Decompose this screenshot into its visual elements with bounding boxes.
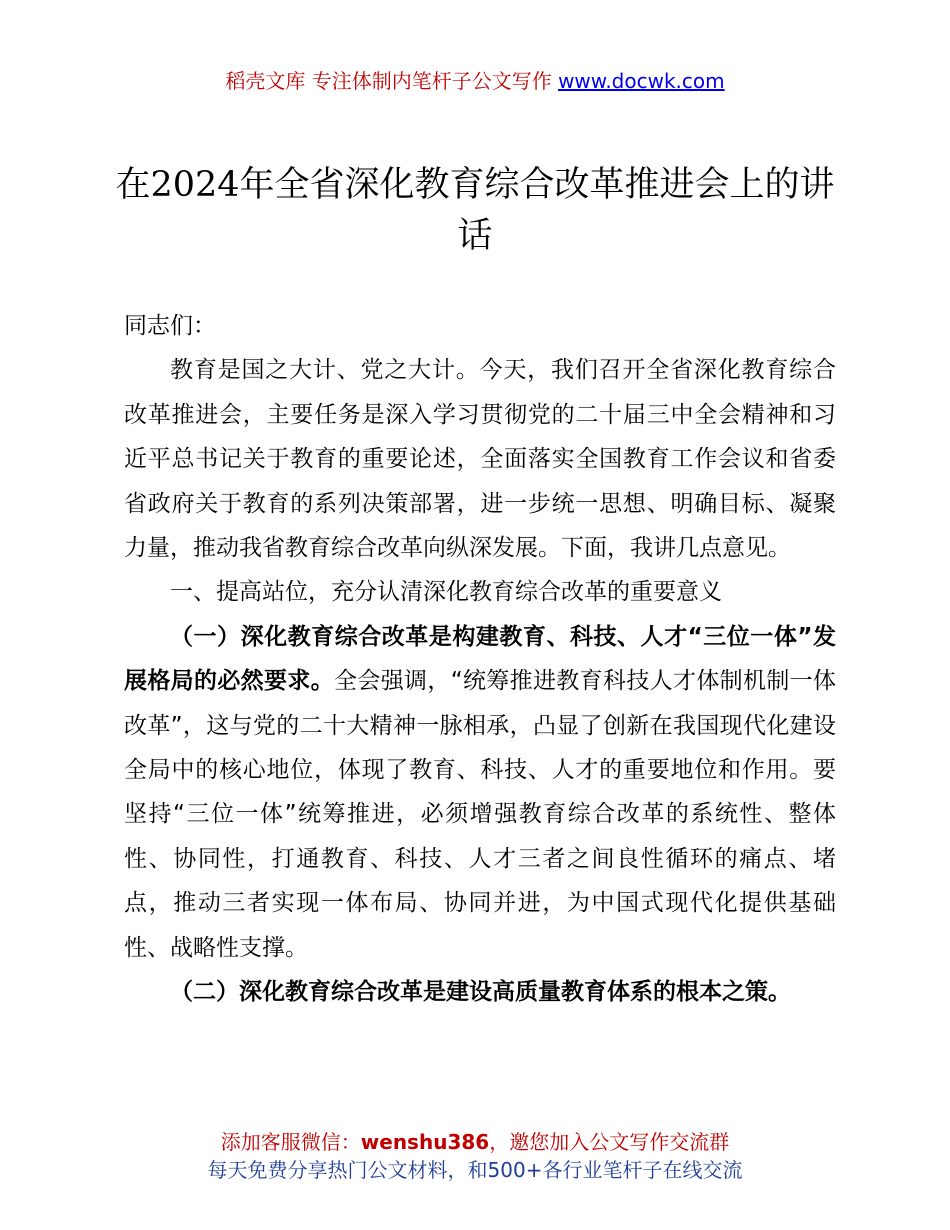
point-heading: （二）深化教育综合改革是建设高质量教育体系的根本之策。 [170, 979, 791, 1006]
wechat-id: wenshu386 [360, 1130, 490, 1154]
intro-paragraph: 教育是国之大计、党之大计。今天，我们召开全省深化教育综合改革推进会，主要任务是深入学习贯彻党的二十届三中全会精神和习近平总书记关于教育的重要论述，全面落实全国教育工作会议和省委省政府关于教育的系列决策部署，进一步统一思想、明确目标、凝聚力量，推动我省教育综合改革向纵深发展。下面，我讲几点意见。 [124, 357, 836, 562]
footer-wechat-prefix: 添加客服微信： [220, 1130, 361, 1154]
document-body [124, 304, 836, 1015]
site-slogan: 稻壳文库 专注体制内笔杆子公文写作 [225, 69, 552, 93]
point-heading: （一）深化教育综合改革是构建教育、科技、人才“三位一体”发展格局的必然要求。 [124, 623, 836, 695]
salutation: 同志们： [124, 313, 216, 339]
point-paragraph [124, 970, 836, 1014]
section-heading: 一、提高站位，充分认清深化教育综合改革的重要意义 [170, 579, 722, 606]
footer-promo [0, 1128, 950, 1184]
site-link[interactable]: www.docwk.com [558, 69, 725, 93]
footer-share-line: 每天免费分享热门公文材料，和500+各行业笔杆子在线交流 [207, 1158, 743, 1182]
footer-wechat-line [0, 1128, 950, 1156]
header-banner [0, 66, 950, 96]
point-text: 全会强调，“统筹推进教育科技人才体制机制一体改革”，这与党的二十大精神一脉相承，凸显了创新在我国现代化建设全局中的核心地位，体现了教育、科技、人才的重要地位和作用。要坚持“三位一体”统筹推进，必须增强教育综合改革的系统性、整体性、协同性，打通教育、科技、人才三者之间良性循环的痛点、堵点，推动三者实现一体布局、协同并进，为中国式现代化提供基础性、战略性支撑。 [124, 668, 837, 961]
document-title: 在2024年全省深化教育综合改革推进会上的讲话 [115, 165, 835, 256]
point-paragraph [124, 615, 836, 970]
footer-wechat-suffix: ，邀您加入公文写作交流群 [489, 1130, 730, 1154]
